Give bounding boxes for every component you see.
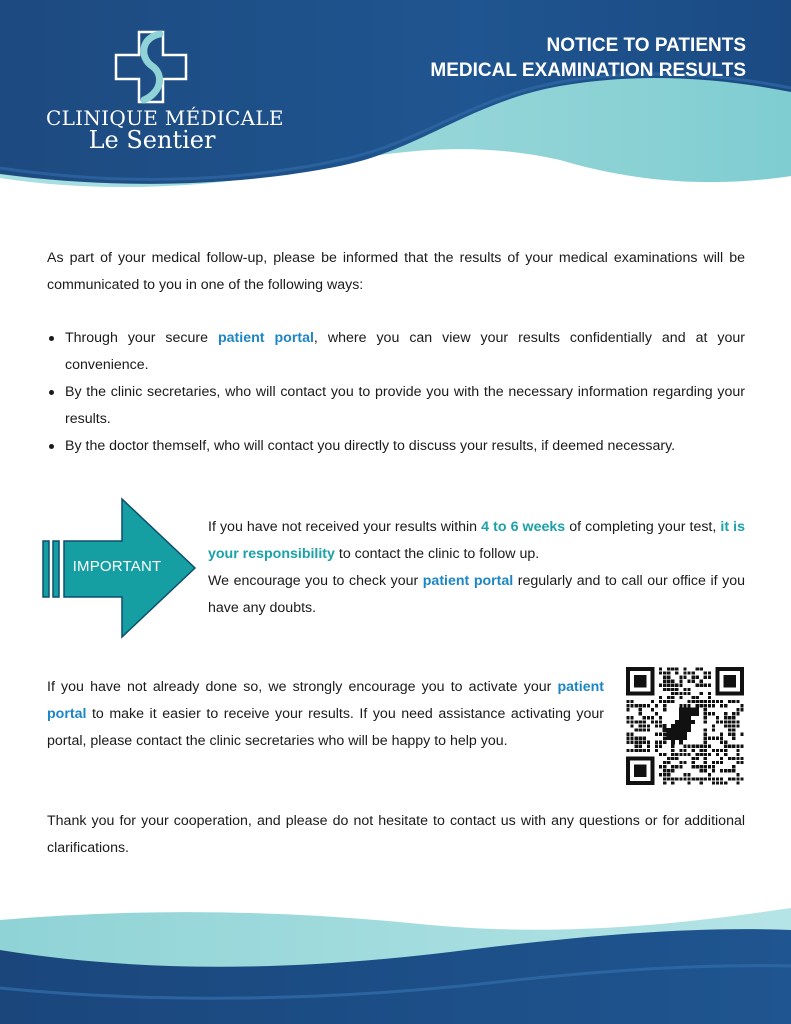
- logo-name: CLINIQUE MÉDICALE: [46, 106, 284, 130]
- page-title: [430, 33, 746, 83]
- bullet-icon: [49, 444, 54, 449]
- bullet-text: By the clinic secretaries, who will contact you to provide you with the necessary information regarding your results.: [65, 384, 745, 427]
- important-text: [208, 514, 745, 622]
- bullet-icon: [49, 390, 54, 395]
- weeks-highlight: 4 to 6 weeks: [481, 519, 566, 535]
- bullet-text: , where you can view your results confidentially and at your convenience.: [65, 330, 745, 373]
- bullet-text: By the doctor themself, who will contact you directly to discuss your results, if deemed necessary.: [65, 438, 676, 454]
- bullet-icon: [49, 336, 54, 341]
- bullet-text: Through your secure: [65, 330, 218, 346]
- list-item: [47, 325, 745, 379]
- text-span: regularly and to call our office if you have any doubts.: [208, 573, 745, 616]
- logo-subname: Le Sentier: [88, 126, 216, 154]
- list-item: [47, 433, 745, 460]
- text-span: to contact the clinic to follow up.: [334, 546, 540, 562]
- patient-portal-link[interactable]: patient portal: [47, 679, 604, 722]
- list-item: [47, 379, 745, 433]
- text-span: to make it easier to receive your results. If you need assistance activating your portal, please contact the clinic secretaries who will be happy to help you.: [47, 706, 604, 749]
- text-span: If you have not received your results within: [208, 519, 482, 535]
- footer-wave-banner: [0, 900, 791, 1024]
- logo-cross-icon: [112, 28, 190, 106]
- text-span: of completing your test,: [565, 519, 721, 535]
- text-span: We encourage you to check your: [208, 573, 423, 589]
- qr-code[interactable]: [626, 667, 744, 785]
- title-line-2: MEDICAL EXAMINATION RESULTS: [430, 60, 746, 81]
- patient-portal-link[interactable]: patient portal: [218, 330, 314, 346]
- intro-paragraph: As part of your medical follow-up, please be informed that the results of your medical examinations will be communicated to you in one of the following ways:: [47, 250, 745, 293]
- title-line-1: NOTICE TO PATIENTS: [546, 35, 746, 56]
- text-span: If you have not already done so, we strongly encourage you to activate your: [47, 679, 558, 695]
- closing-paragraph: Thank you for your cooperation, and please do not hesitate to contact us with any questions or for additional clarifications.: [47, 813, 745, 856]
- important-label: IMPORTANT: [72, 558, 162, 575]
- important-paragraph-1: [208, 514, 745, 568]
- delivery-methods-list: [47, 325, 745, 460]
- patient-portal-link[interactable]: patient portal: [422, 573, 514, 589]
- responsibility-highlight: it is your responsibility: [208, 519, 745, 562]
- important-paragraph-2: [208, 568, 745, 622]
- portal-paragraph: [47, 674, 604, 755]
